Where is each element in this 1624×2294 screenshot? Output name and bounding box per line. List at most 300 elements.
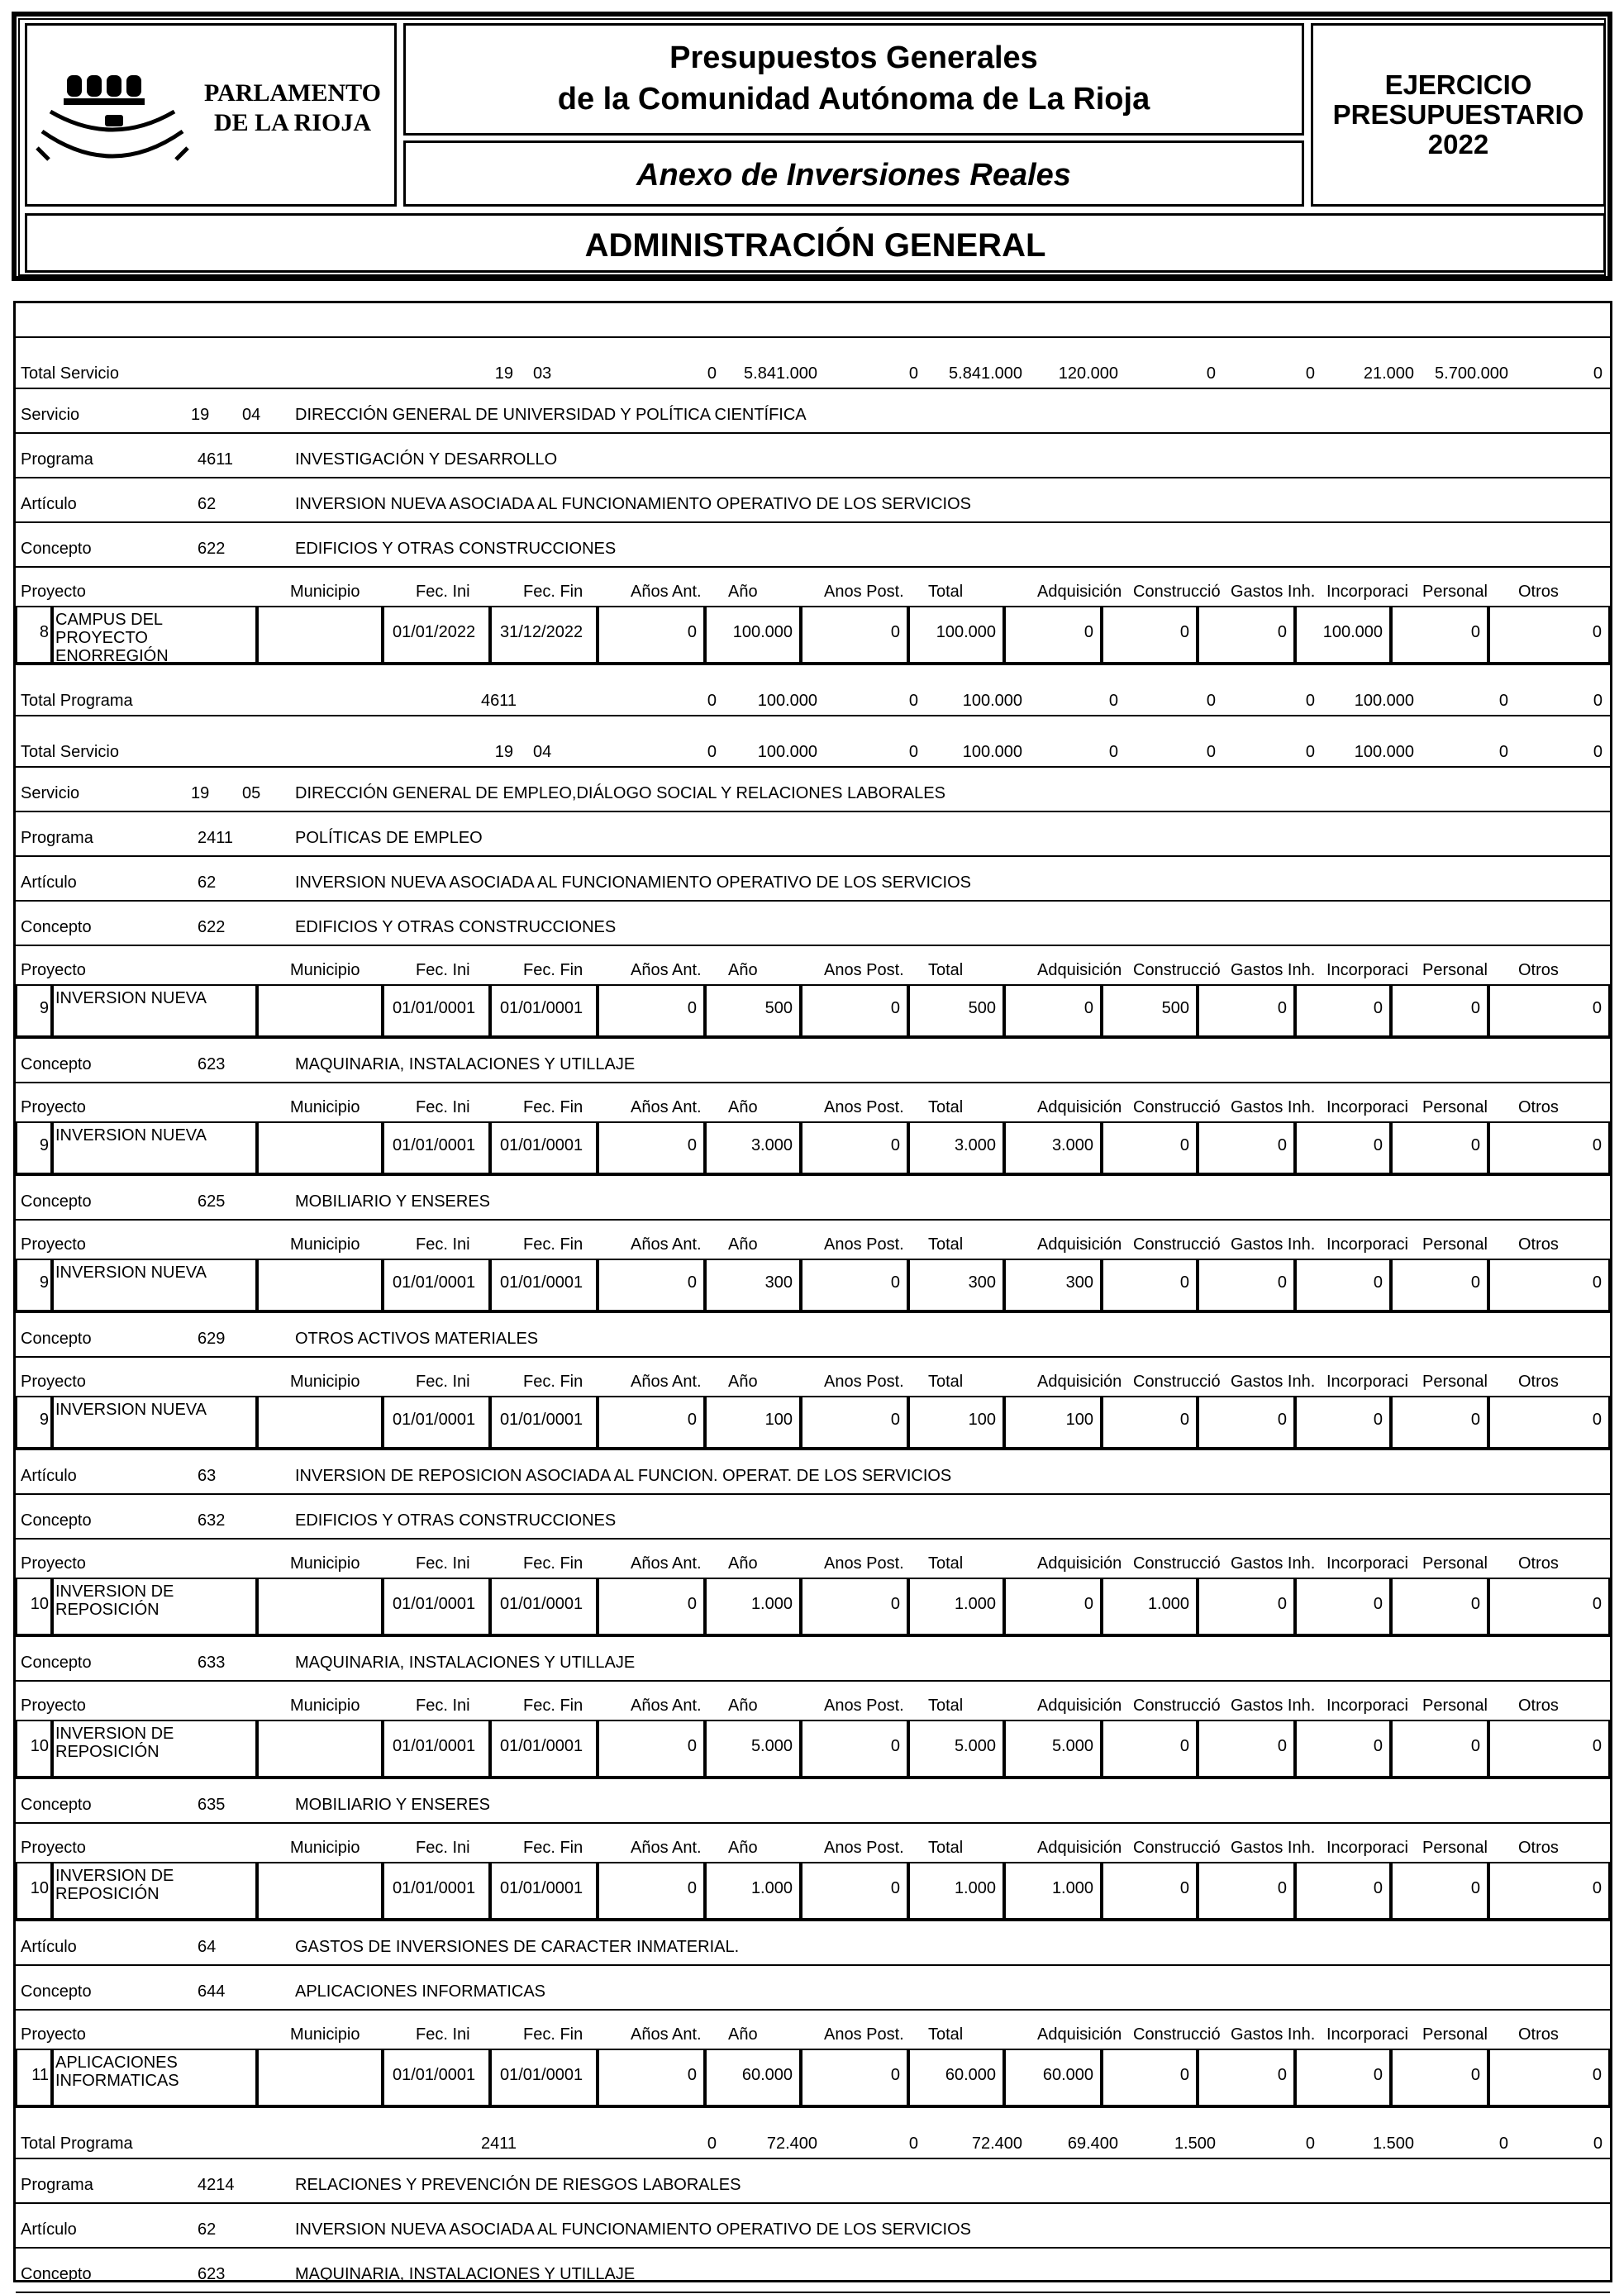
total-value: 0 [908,2135,918,2153]
project-row [16,1578,1610,1637]
project-value: 0 [890,2066,900,2084]
column-header-personal: Personal [1422,1839,1488,1857]
column-header-otros: Otros [1518,1554,1559,1573]
code-description: INVERSION DE REPOSICION ASOCIADA AL FUNCION. OPERAT. DE LOS SERVICIOS [295,1467,952,1485]
project-cell-v7 [1295,984,1391,1037]
project-cell-v5 [1102,1396,1198,1449]
total-value: 100.000 [1354,692,1414,710]
column-header-fec_fin: Fec. Fin [523,1235,583,1254]
total-value: 21.000 [1363,364,1414,383]
column-header-total: Total [928,1235,964,1254]
project-value: 0 [1470,1136,1480,1154]
project-value: 0 [1470,1273,1480,1292]
project-cell-v4 [1004,1578,1102,1635]
column-header-total: Total [928,2025,964,2044]
project-cell-v9 [1488,984,1610,1037]
project-value: 01/01/0001 [500,1273,583,1292]
project-value: 01/01/0001 [500,999,583,1017]
project-value: 0 [1179,2066,1189,2084]
project-cell-v4 [1004,2049,1102,2106]
project-value: 9 [39,999,49,1017]
total-value: 0 [1593,692,1603,710]
column-header-otros: Otros [1518,2025,1559,2044]
code-row [16,477,1610,523]
project-cell-v7 [1295,2049,1391,2106]
section-title: ADMINISTRACIÓN GENERAL [584,227,1046,264]
total-value: 5.700.000 [1435,364,1508,383]
code-description: EDIFICIOS Y OTRAS CONSTRUCCIONES [295,1511,617,1530]
column-header-anos_post: Anos Post. [824,2025,904,2044]
project-cell-fec_fin [490,984,598,1037]
project-name: INVERSION NUEVA [55,1401,207,1419]
column-header-proyecto: Proyecto [21,583,86,601]
project-value: 01/01/0001 [500,1136,583,1154]
column-header-construccion: Construcció [1133,1554,1221,1573]
project-value: 9 [39,1136,49,1154]
code-label: Concepto [21,1511,92,1530]
project-cell-v3 [908,1121,1004,1174]
column-header-gastos: Gastos Inh. [1231,1839,1316,1857]
code-description: DIRECCIÓN GENERAL DE EMPLEO,DIÁLOGO SOCIAL Y RELACIONES LABORALES [295,784,945,802]
code-description: INVESTIGACIÓN Y DESARROLLO [295,450,558,469]
column-header-municipio: Municipio [290,583,360,601]
code-label: Programa [21,2176,93,2194]
project-value: 01/01/0001 [500,1595,583,1613]
project-row [16,1396,1610,1450]
column-header-adquisicion: Adquisición [1037,583,1122,601]
project-value: 1.000 [1147,1595,1189,1613]
total-value: 0 [707,692,717,710]
project-row [16,1720,1610,1779]
column-header-fec_fin: Fec. Fin [523,961,583,979]
code-label: Concepto [21,1796,92,1814]
project-cell-fec_ini [383,1578,490,1635]
project-cell-num [16,1396,52,1449]
project-cell-v9 [1488,1578,1610,1635]
project-value: 100.000 [1322,623,1383,641]
project-value: 0 [687,1411,697,1429]
column-header-ano: Año [728,1697,758,1715]
project-cell-v1 [705,1396,801,1449]
project-value: 01/01/0001 [500,2066,583,2084]
project-value: 0 [1373,1595,1383,1613]
project-value: 0 [687,1136,697,1154]
project-cell-v6 [1198,2049,1295,2106]
code-row [16,2247,1610,2293]
project-value: 0 [1277,623,1287,641]
project-value: 100.000 [732,623,793,641]
project-cell-v0 [598,1259,705,1311]
project-value: 01/01/0001 [393,1595,476,1613]
code-description: APLICACIONES INFORMATICAS [295,1982,546,2001]
column-header-anos_post: Anos Post. [824,1554,904,1573]
column-header-fec_ini: Fec. Ini [416,1098,470,1116]
project-cell-name [52,2049,257,2106]
column-header-fec_ini: Fec. Ini [416,583,470,601]
project-value: 01/01/0001 [500,1737,583,1755]
project-cell-num [16,1578,52,1635]
project-value: 0 [1277,1737,1287,1755]
project-value: 0 [1179,1273,1189,1292]
column-header-personal: Personal [1422,2025,1488,2044]
project-value: 0 [1179,1136,1189,1154]
project-value: 0 [687,999,697,1017]
total-label: Total Servicio [21,743,119,761]
project-value: 1.000 [750,1879,793,1897]
column-header-proyecto: Proyecto [21,2025,86,2044]
project-cell-v6 [1198,1578,1295,1635]
total-value: 0 [1206,692,1216,710]
project-value: 3.000 [954,1136,996,1154]
code-row [16,2158,1610,2204]
project-cell-num [16,2049,52,2106]
column-header-row [16,1538,1610,1578]
project-value: 01/01/0001 [393,1879,476,1897]
total-value: 0 [1206,743,1216,761]
project-cell-num [16,1720,52,1778]
column-header-fec_fin: Fec. Fin [523,1098,583,1116]
project-cell-v3 [908,1578,1004,1635]
project-cell-municipio [257,1121,383,1174]
project-row [16,1121,1610,1176]
project-value: 0 [687,2066,697,2084]
project-value: 300 [1065,1273,1093,1292]
project-value: 0 [1470,999,1480,1017]
column-header-adquisicion: Adquisición [1037,2025,1122,2044]
code-number: 4611 [198,450,234,469]
project-cell-fec_fin [490,1259,598,1311]
project-value: 0 [1373,2066,1383,2084]
project-value: 0 [890,1273,900,1292]
code-description: OTROS ACTIVOS MATERIALES [295,1330,539,1348]
total-value: 0 [1305,692,1315,710]
project-name: APLICACIONES INFORMATICAS [55,2054,179,2090]
project-value: 01/01/0001 [393,1737,476,1755]
project-value: 300 [764,1273,793,1292]
column-header-gastos: Gastos Inh. [1231,961,1316,979]
column-header-ano: Año [728,961,758,979]
project-cell-v8 [1391,1396,1488,1449]
project-cell-v7 [1295,606,1391,664]
column-header-otros: Otros [1518,1697,1559,1715]
project-cell-v8 [1391,606,1488,664]
code-label: Servicio [21,406,80,424]
column-header-fec_fin: Fec. Fin [523,2025,583,2044]
column-header-ano: Año [728,1235,758,1254]
project-cell-fec_ini [383,1259,490,1311]
project-cell-v6 [1198,1720,1295,1778]
project-value: 0 [890,1411,900,1429]
project-cell-v3 [908,1396,1004,1449]
column-header-anos_post: Anos Post. [824,583,904,601]
project-value: 0 [1592,1136,1602,1154]
project-value: 5.000 [750,1737,793,1755]
project-cell-name [52,984,257,1037]
code-label: Concepto [21,2265,92,2283]
code-label: Artículo [21,2220,77,2239]
total-value: 0 [1108,692,1118,710]
column-header-adquisicion: Adquisición [1037,1373,1122,1391]
total-row [16,2106,1610,2159]
column-header-row [16,2009,1610,2049]
code-row [16,521,1610,568]
project-cell-municipio [257,606,383,664]
project-cell-municipio [257,1578,383,1635]
total-label: Total Servicio [21,364,119,383]
total-value: 0 [908,692,918,710]
project-value: 500 [968,999,996,1017]
code-description: POLÍTICAS DE EMPLEO [295,829,483,847]
project-value: 0 [687,1879,697,1897]
project-value: 01/01/0001 [500,1879,583,1897]
project-value: 01/01/0001 [393,1273,476,1292]
project-value: 0 [1179,1737,1189,1755]
code-label: Programa [21,450,93,469]
column-header-personal: Personal [1422,1098,1488,1116]
project-cell-v5 [1102,606,1198,664]
project-cell-v1 [705,1121,801,1174]
code-row [16,1449,1610,1495]
code-label: Servicio [21,784,80,802]
project-cell-name [52,1578,257,1635]
project-cell-fec_fin [490,606,598,664]
project-cell-v5 [1102,1862,1198,1920]
table-top-blank [16,303,1610,338]
column-header-incorporacion: Incorporaci [1326,961,1408,979]
project-cell-name [52,1720,257,1778]
column-header-incorporacion: Incorporaci [1326,1697,1408,1715]
logo-box [25,23,397,207]
project-value: 0 [1373,999,1383,1017]
code-number: 629 [198,1330,226,1348]
project-cell-num [16,984,52,1037]
project-cell-v5 [1102,1720,1198,1778]
project-value: 3.000 [750,1136,793,1154]
project-cell-v3 [908,606,1004,664]
ejercicio-year: 2022 [1427,129,1489,159]
code-number: 63 [198,1467,217,1485]
column-header-anos_ant: Años Ant. [631,1839,702,1857]
project-value: 3.000 [1051,1136,1093,1154]
column-header-ano: Año [728,1839,758,1857]
code-row [16,1311,1610,1358]
column-header-adquisicion: Adquisición [1037,1554,1122,1573]
project-cell-fec_fin [490,1720,598,1778]
project-cell-v2 [801,1396,908,1449]
total-label: Total Programa [21,692,133,710]
column-header-municipio: Municipio [290,1554,360,1573]
project-cell-v8 [1391,1862,1488,1920]
project-cell-fec_fin [490,1121,598,1174]
project-cell-v6 [1198,1259,1295,1311]
project-cell-v0 [598,1121,705,1174]
project-cell-fec_fin [490,2049,598,2106]
code-description: RELACIONES Y PREVENCIÓN DE RIESGOS LABORALES [295,2176,741,2194]
column-header-anos_post: Anos Post. [824,1839,904,1857]
column-header-municipio: Municipio [290,1839,360,1857]
project-cell-v0 [598,984,705,1037]
project-cell-fec_ini [383,2049,490,2106]
column-header-ano: Año [728,1098,758,1116]
project-value: 0 [890,1595,900,1613]
project-cell-v2 [801,606,908,664]
column-header-construccion: Construcció [1133,1839,1221,1857]
column-header-total: Total [928,1697,964,1715]
total-value: 0 [1593,364,1603,383]
column-header-municipio: Municipio [290,1235,360,1254]
code-number: 622 [198,540,226,558]
column-header-fec_fin: Fec. Fin [523,583,583,601]
project-cell-v0 [598,1720,705,1778]
project-value: 0 [1592,623,1602,641]
code-description: INVERSION NUEVA ASOCIADA AL FUNCIONAMIENTO OPERATIVO DE LOS SERVICIOS [295,2220,971,2239]
project-cell-v5 [1102,1578,1198,1635]
code-row [16,1037,1610,1083]
column-header-anos_post: Anos Post. [824,961,904,979]
project-row [16,606,1610,665]
project-cell-v9 [1488,1396,1610,1449]
column-header-anos_ant: Años Ant. [631,1554,702,1573]
total-row [16,715,1610,768]
total-code1: 19 [494,743,513,761]
project-cell-v6 [1198,984,1295,1037]
project-value: 5.000 [954,1737,996,1755]
project-cell-v9 [1488,1259,1610,1311]
project-value: 0 [1277,1411,1287,1429]
code-label: Artículo [21,873,77,892]
code-description: INVERSION NUEVA ASOCIADA AL FUNCIONAMIENTO OPERATIVO DE LOS SERVICIOS [295,495,971,513]
code-row [16,432,1610,478]
column-header-row [16,1219,1610,1259]
column-header-adquisicion: Adquisición [1037,1697,1122,1715]
project-cell-v7 [1295,1259,1391,1311]
project-cell-municipio [257,1259,383,1311]
project-value: 0 [1592,1273,1602,1292]
project-cell-v3 [908,1720,1004,1778]
column-header-construccion: Construcció [1133,2025,1221,2044]
project-value: 60.000 [741,2066,793,2084]
column-header-otros: Otros [1518,1373,1559,1391]
code-label: Programa [21,829,93,847]
total-row [16,336,1610,389]
project-cell-fec_ini [383,1720,490,1778]
project-value: 01/01/0001 [393,2066,476,2084]
project-cell-municipio [257,984,383,1037]
total-value: 0 [707,364,717,383]
project-cell-v2 [801,1862,908,1920]
project-cell-fec_fin [490,1396,598,1449]
project-cell-v1 [705,2049,801,2106]
total-row [16,664,1610,716]
code-subnumber: 04 [242,406,261,424]
code-label: Concepto [21,918,92,936]
project-cell-v7 [1295,1121,1391,1174]
project-cell-fec_fin [490,1862,598,1920]
code-number: 625 [198,1192,226,1211]
column-header-total: Total [928,1373,964,1391]
project-value: 500 [1161,999,1189,1017]
code-number: 623 [198,2265,226,2283]
project-cell-v1 [705,1862,801,1920]
project-cell-v8 [1391,1720,1488,1778]
project-value: 60.000 [945,2066,996,2084]
column-header-personal: Personal [1422,1235,1488,1254]
project-cell-v4 [1004,1121,1102,1174]
column-header-otros: Otros [1518,1235,1559,1254]
project-value: 0 [1592,1411,1602,1429]
project-name: INVERSION DE REPOSICIÓN [55,1867,174,1903]
column-header-ano: Año [728,1373,758,1391]
project-value: 100 [968,1411,996,1429]
project-value: 8 [39,623,49,641]
project-value: 300 [968,1273,996,1292]
project-cell-fec_ini [383,1396,490,1449]
project-cell-v3 [908,2049,1004,2106]
column-header-personal: Personal [1422,1697,1488,1715]
code-description: MOBILIARIO Y ENSERES [295,1796,491,1814]
project-cell-v9 [1488,606,1610,664]
project-cell-num [16,1862,52,1920]
project-cell-v8 [1391,2049,1488,2106]
investment-table [13,301,1612,2282]
total-value: 5.841.000 [949,364,1022,383]
code-number: 635 [198,1796,226,1814]
title-line1: Presupuestos Generales [669,40,1038,75]
project-cell-v6 [1198,1121,1295,1174]
project-name: CAMPUS DEL PROYECTO ENORREGIÓN [55,611,169,665]
code-label: Artículo [21,1467,77,1485]
project-value: 0 [890,623,900,641]
project-value: 0 [1373,1411,1383,1429]
code-label: Artículo [21,495,77,513]
total-value: 0 [1108,743,1118,761]
project-name: INVERSION NUEVA [55,989,207,1007]
code-row [16,1920,1610,1966]
code-label: Concepto [21,1055,92,1073]
project-cell-municipio [257,2049,383,2106]
column-header-proyecto: Proyecto [21,1697,86,1715]
project-value: 1.000 [750,1595,793,1613]
column-header-gastos: Gastos Inh. [1231,2025,1316,2044]
column-header-municipio: Municipio [290,1373,360,1391]
total-code2: 04 [533,743,552,761]
column-header-row [16,945,1610,984]
project-cell-v9 [1488,2049,1610,2106]
project-value: 0 [890,999,900,1017]
project-cell-v9 [1488,1720,1610,1778]
project-value: 0 [1179,623,1189,641]
column-header-total: Total [928,1554,964,1573]
column-header-row [16,1356,1610,1396]
project-row [16,1862,1610,1921]
code-subnumber: 05 [242,784,261,802]
column-header-otros: Otros [1518,583,1559,601]
subtitle-box [403,140,1304,207]
column-header-construccion: Construcció [1133,1697,1221,1715]
project-value: 500 [764,999,793,1017]
column-header-fec_fin: Fec. Fin [523,1554,583,1573]
column-header-adquisicion: Adquisición [1037,961,1122,979]
code-label: Concepto [21,1982,92,2001]
project-cell-v4 [1004,1862,1102,1920]
project-value: 10 [30,1879,49,1897]
column-header-proyecto: Proyecto [21,1373,86,1391]
project-cell-municipio [257,1862,383,1920]
code-row [16,900,1610,946]
project-cell-v6 [1198,1396,1295,1449]
project-value: 0 [1592,1879,1602,1897]
project-value: 0 [1592,999,1602,1017]
